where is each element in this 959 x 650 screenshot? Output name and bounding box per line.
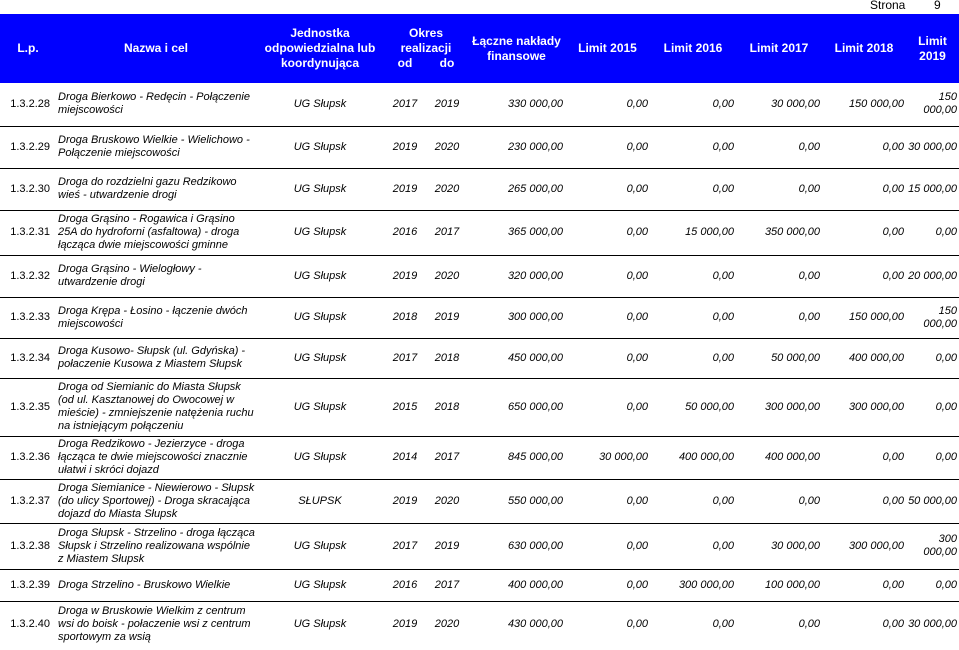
- cell-jednostka: UG Słupsk: [256, 338, 384, 378]
- cell-od: 2014: [384, 436, 426, 479]
- cell-do: 2017: [426, 569, 468, 601]
- header-okres-label: Okres realizacji: [400, 26, 452, 55]
- cell-do: 2020: [426, 601, 468, 647]
- cell-limit-2019: 0,00: [906, 378, 959, 436]
- cell-nazwa: Droga Strzelino - Bruskowo Wielkie: [56, 569, 256, 601]
- cell-limit-2016: 0,00: [650, 297, 736, 338]
- table-row: [0, 601, 959, 647]
- cell-limit-2017: 0,00: [736, 126, 822, 168]
- cell-limit-2016: 0,00: [650, 523, 736, 569]
- cell-limit-2016: 0,00: [650, 126, 736, 168]
- cell-limit-2018: 0,00: [822, 479, 906, 523]
- cell-nazwa: Droga w Bruskowie Wielkim z centrum wsi do boisk - połaczenie wsi z centrum sportowym za wsią: [56, 601, 256, 647]
- cell-laczne: 450 000,00: [468, 338, 565, 378]
- table-row: [0, 126, 959, 168]
- cell-do: 2018: [426, 338, 468, 378]
- cell-limit-2017: 300 000,00: [736, 378, 822, 436]
- cell-limit-2015: 0,00: [626, 97, 648, 110]
- cell-jednostka: UG Słupsk: [256, 523, 384, 569]
- table-row: [0, 297, 959, 338]
- cell-limit-2018: 0,00: [822, 569, 906, 601]
- cell-jednostka: UG Słupsk: [256, 168, 384, 210]
- cell-od: 2016: [384, 210, 426, 255]
- table-row: [0, 569, 959, 601]
- cell-jednostka: SŁUPSK: [256, 479, 384, 523]
- cell-do: 2019: [426, 297, 468, 338]
- cell-limit-2015: 0,00: [565, 297, 650, 338]
- cell-limit-2018: 150 000,00: [848, 97, 904, 110]
- cell-limit-2016: 0,00: [650, 255, 736, 297]
- cell-limit-2016: 50 000,00: [650, 378, 736, 436]
- cell-od: 2016: [384, 569, 426, 601]
- cell-nazwa: Droga Krępa - Łosino - łączenie dwóch miejscowości: [56, 297, 256, 338]
- cell-do: 2019: [434, 97, 460, 110]
- cell-limit-2016: 300 000,00: [650, 569, 736, 601]
- cell-laczne: 300 000,00: [468, 297, 565, 338]
- table-row: [0, 210, 959, 255]
- cell-limit-2018: 300 000,00: [822, 378, 906, 436]
- cell-od: 2019: [384, 255, 426, 297]
- cell-do: 2018: [426, 378, 468, 436]
- header-laczne: Łączne nakłady finansowe: [468, 14, 565, 83]
- header-limit-2019: Limit 2019: [906, 14, 959, 83]
- cell-limit-2019: 150 000,00: [923, 91, 957, 117]
- cell-jednostka: UG Słupsk: [256, 210, 384, 255]
- cell-limit-2019: 0,00: [906, 569, 959, 601]
- cell-limit-2019: 50 000,00: [906, 479, 959, 523]
- cell-nazwa: Droga Bruskowo Wielkie - Wielichowo - Połączenie miejscowości: [56, 126, 256, 168]
- cell-laczne: 430 000,00: [468, 601, 565, 647]
- cell-lp: 1.3.2.32: [0, 255, 56, 297]
- cell-laczne: 650 000,00: [468, 378, 565, 436]
- cell-limit-2016: 0,00: [650, 168, 736, 210]
- cell-jednostka: UG Słupsk: [256, 297, 384, 338]
- cell-limit-2017: 0,00: [736, 255, 822, 297]
- cell-limit-2018: 400 000,00: [822, 338, 906, 378]
- cell-limit-2016: 0,00: [650, 601, 736, 647]
- cell-limit-2018: 0,00: [822, 210, 906, 255]
- cell-do: 2017: [426, 210, 468, 255]
- cell-laczne: 265 000,00: [468, 168, 565, 210]
- cell-nazwa: Droga Słupsk - Strzelino - droga łącząca Słupsk i Strzelino realizowana wspólnie z Miastem Słupsk: [56, 523, 256, 569]
- cell-lp: 1.3.2.37: [0, 479, 56, 523]
- cell-nazwa: Droga Redzikowo - Jezierzyce - droga łącząca te dwie miejscowości znacznie ułatwi i skróci dojazd: [56, 436, 256, 479]
- cell-od: 2018: [384, 297, 426, 338]
- header-limit-2018: Limit 2018: [822, 14, 906, 83]
- cell-lp: 1.3.2.28: [10, 97, 50, 110]
- cell-limit-2015: 0,00: [565, 338, 650, 378]
- cell-limit-2018: 0,00: [822, 126, 906, 168]
- page-label: Strona: [870, 0, 906, 12]
- cell-limit-2019: 0,00: [906, 436, 959, 479]
- cell-lp: 1.3.2.35: [0, 378, 56, 436]
- table-row: [0, 338, 959, 378]
- cell-od: 2019: [384, 601, 426, 647]
- header-jednostka: Jednostka odpowiedzialna lub koordynująca: [256, 14, 384, 83]
- cell-od: 2019: [384, 168, 426, 210]
- table-row: [0, 378, 959, 436]
- table-row: [0, 523, 959, 569]
- cell-laczne: 845 000,00: [468, 436, 565, 479]
- cell-limit-2017: 30 000,00: [736, 523, 822, 569]
- table-row: [0, 83, 959, 126]
- cell-limit-2017: 0,00: [736, 601, 822, 647]
- cell-limit-2016: 15 000,00: [650, 210, 736, 255]
- cell-laczne: 230 000,00: [468, 126, 565, 168]
- table-row: [0, 255, 959, 297]
- cell-do: 2020: [426, 479, 468, 523]
- cell-od: 2019: [384, 479, 426, 523]
- cell-limit-2018: 0,00: [822, 168, 906, 210]
- cell-lp: 1.3.2.40: [0, 601, 56, 647]
- cell-limit-2017: 0,00: [736, 168, 822, 210]
- cell-limit-2019: 300 000,00: [906, 523, 959, 569]
- cell-limit-2015: 0,00: [565, 168, 650, 210]
- cell-lp: 1.3.2.34: [0, 338, 56, 378]
- cell-nazwa: Droga Kusowo- Słupsk (ul. Gdyńska) - połaczenie Kusowa z Miastem Słupsk: [56, 338, 256, 378]
- cell-limit-2016: 0,00: [650, 479, 736, 523]
- cell-lp: 1.3.2.29: [0, 126, 56, 168]
- cell-nazwa: Droga Siemianice - Niewierowo - Słupsk (do ulicy Sportowej) - Droga skracająca dojazd do Miasta Słupsk: [56, 479, 256, 523]
- cell-lp: 1.3.2.36: [0, 436, 56, 479]
- cell-limit-2017: 0,00: [736, 297, 822, 338]
- cell-laczne: 400 000,00: [468, 569, 565, 601]
- cell-od: 2017: [392, 97, 418, 110]
- cell-do: 2020: [426, 126, 468, 168]
- header-limit-2017: Limit 2017: [736, 14, 822, 83]
- cell-lp: 1.3.2.38: [0, 523, 56, 569]
- cell-limit-2016: 400 000,00: [650, 436, 736, 479]
- cell-nazwa: Droga Grąsino - Rogawica i Grąsino 25A do hydroforni (asfaltowa) - droga łącząca dwie miejscowości gminne: [56, 210, 256, 255]
- cell-od: 2019: [384, 126, 426, 168]
- cell-nazwa: Droga Grąsino - Wielogłowy - utwardzenie drogi: [56, 255, 256, 297]
- cell-nazwa: Droga do rozdzielni gazu Redzikowo wieś - utwardzenie drogi: [56, 168, 256, 210]
- cell-limit-2015: 0,00: [565, 479, 650, 523]
- cell-limit-2019: 20 000,00: [906, 255, 959, 297]
- table-row: [0, 479, 959, 523]
- cell-lp: 1.3.2.33: [0, 297, 56, 338]
- cell-od: 2017: [384, 523, 426, 569]
- cell-laczne: 330 000,00: [507, 97, 563, 110]
- header-nazwa: Nazwa i cel: [56, 14, 256, 83]
- cell-limit-2015: 0,00: [565, 569, 650, 601]
- page-header: [0, 0, 959, 14]
- cell-limit-2019: 15 000,00: [906, 168, 959, 210]
- investment-table: [0, 14, 959, 647]
- cell-limit-2018: 300 000,00: [822, 523, 906, 569]
- cell-limit-2015: 0,00: [565, 210, 650, 255]
- header-limit-2016: Limit 2016: [650, 14, 736, 83]
- cell-do: 2019: [426, 523, 468, 569]
- header-okres: [384, 14, 468, 83]
- cell-limit-2018: 150 000,00: [822, 297, 906, 338]
- cell-laczne: 365 000,00: [468, 210, 565, 255]
- cell-limit-2017: 350 000,00: [736, 210, 822, 255]
- cell-jednostka: UG Słupsk: [256, 436, 384, 479]
- table-row: [0, 436, 959, 479]
- table-row: [0, 168, 959, 210]
- cell-limit-2015: 0,00: [565, 523, 650, 569]
- cell-laczne: 630 000,00: [468, 523, 565, 569]
- cell-laczne: 550 000,00: [468, 479, 565, 523]
- cell-do: 2020: [426, 255, 468, 297]
- cell-limit-2019: 0,00: [906, 338, 959, 378]
- cell-limit-2017: 400 000,00: [736, 436, 822, 479]
- cell-limit-2015: 0,00: [565, 378, 650, 436]
- cell-limit-2016: 0,00: [650, 338, 736, 378]
- cell-limit-2017: 30 000,00: [771, 97, 820, 110]
- cell-limit-2019: 30 000,00: [906, 126, 959, 168]
- cell-limit-2015: 0,00: [565, 601, 650, 647]
- cell-jednostka: UG Słupsk: [256, 601, 384, 647]
- cell-limit-2019: 30 000,00: [906, 601, 959, 647]
- cell-od: 2017: [384, 338, 426, 378]
- cell-lp: 1.3.2.30: [0, 168, 56, 210]
- cell-limit-2015: 0,00: [565, 126, 650, 168]
- cell-do: 2017: [426, 436, 468, 479]
- cell-limit-2019: 0,00: [906, 210, 959, 255]
- cell-limit-2018: 0,00: [822, 601, 906, 647]
- cell-limit-2018: 0,00: [822, 255, 906, 297]
- cell-do: 2020: [426, 168, 468, 210]
- cell-limit-2018: 0,00: [822, 436, 906, 479]
- header-do: do: [439, 56, 455, 70]
- cell-jednostka: UG Słupsk: [293, 97, 347, 110]
- cell-limit-2017: 0,00: [736, 479, 822, 523]
- cell-nazwa: Droga Bierkowo - Redęcin - Połączenie miejscowości: [58, 91, 250, 117]
- cell-lp: 1.3.2.31: [0, 210, 56, 255]
- cell-laczne: 320 000,00: [468, 255, 565, 297]
- cell-limit-2016: 0,00: [712, 97, 734, 110]
- table-header-row: [0, 14, 959, 83]
- header-limit-2015: Limit 2015: [565, 14, 650, 83]
- cell-limit-2015: 0,00: [565, 255, 650, 297]
- cell-limit-2019: 150 000,00: [906, 297, 959, 338]
- cell-jednostka: UG Słupsk: [256, 378, 384, 436]
- cell-jednostka: UG Słupsk: [256, 126, 384, 168]
- header-lp: L.p.: [0, 14, 56, 83]
- cell-jednostka: UG Słupsk: [256, 255, 384, 297]
- cell-limit-2017: 50 000,00: [736, 338, 822, 378]
- header-od: od: [397, 56, 413, 70]
- cell-limit-2017: 100 000,00: [736, 569, 822, 601]
- cell-nazwa: Droga od Siemianic do Miasta Słupsk (od ul. Kasztanowej do Owocowej w mieście) - zmniejszenie natężenia ruchu na istniejącym połączeniu: [56, 378, 256, 436]
- cell-limit-2015: 30 000,00: [565, 436, 650, 479]
- cell-od: 2015: [384, 378, 426, 436]
- cell-jednostka: UG Słupsk: [256, 569, 384, 601]
- page-number: 9: [934, 0, 941, 12]
- cell-lp: 1.3.2.39: [0, 569, 56, 601]
